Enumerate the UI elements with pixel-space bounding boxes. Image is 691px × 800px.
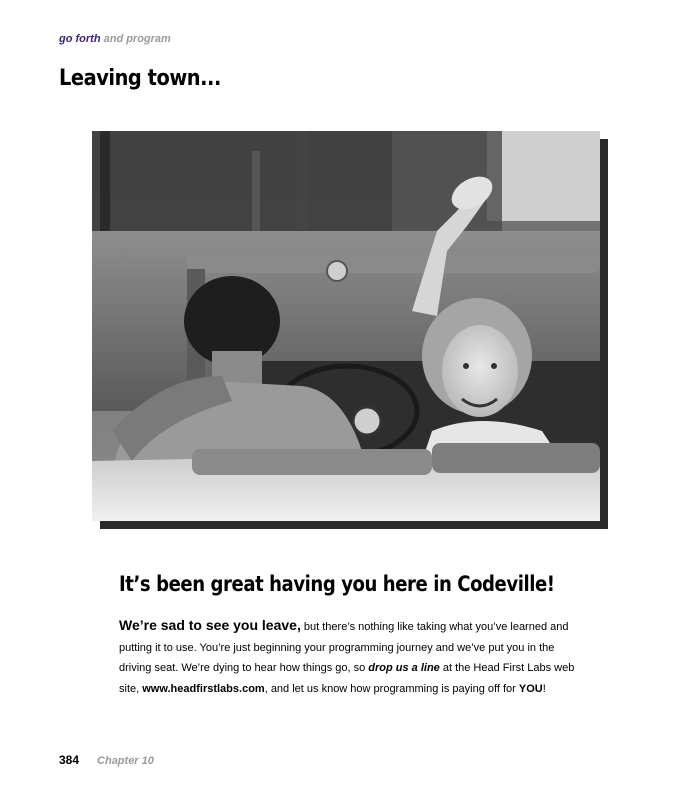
running-head-rest: and program bbox=[100, 33, 171, 45]
running-head bbox=[59, 33, 171, 45]
body-text-1: but there’s nothing like taking what you’ve learned and putting it to use. You’re just beginning your programming journey and we’ve put you in the driving seat. We’re dying to hear how things go, so bbox=[119, 621, 569, 674]
photo-illustration bbox=[92, 131, 600, 521]
you-emphasis: YOU bbox=[518, 682, 543, 695]
chapter-label: Chapter 10 bbox=[97, 755, 154, 767]
body-end: ! bbox=[542, 682, 546, 695]
convertible-photo bbox=[92, 131, 600, 521]
running-head-highlight: go forth bbox=[59, 33, 101, 45]
body-text-3: , and let us know how programming is paying off for bbox=[264, 682, 519, 695]
subhead: It’s been great having you here in Codeville! bbox=[119, 572, 555, 596]
page-number: 384 bbox=[59, 753, 80, 767]
website-url: www.headfirstlabs.com bbox=[142, 682, 265, 695]
section-title: Leaving town... bbox=[59, 66, 221, 91]
lead-text: We’re sad to see you leave, bbox=[119, 617, 301, 633]
body-text-2: at the Head First Labs web site, bbox=[119, 662, 575, 695]
body-paragraph bbox=[119, 615, 579, 699]
drop-us-a-line-emphasis: drop us a line bbox=[368, 662, 440, 674]
folio bbox=[59, 753, 154, 767]
